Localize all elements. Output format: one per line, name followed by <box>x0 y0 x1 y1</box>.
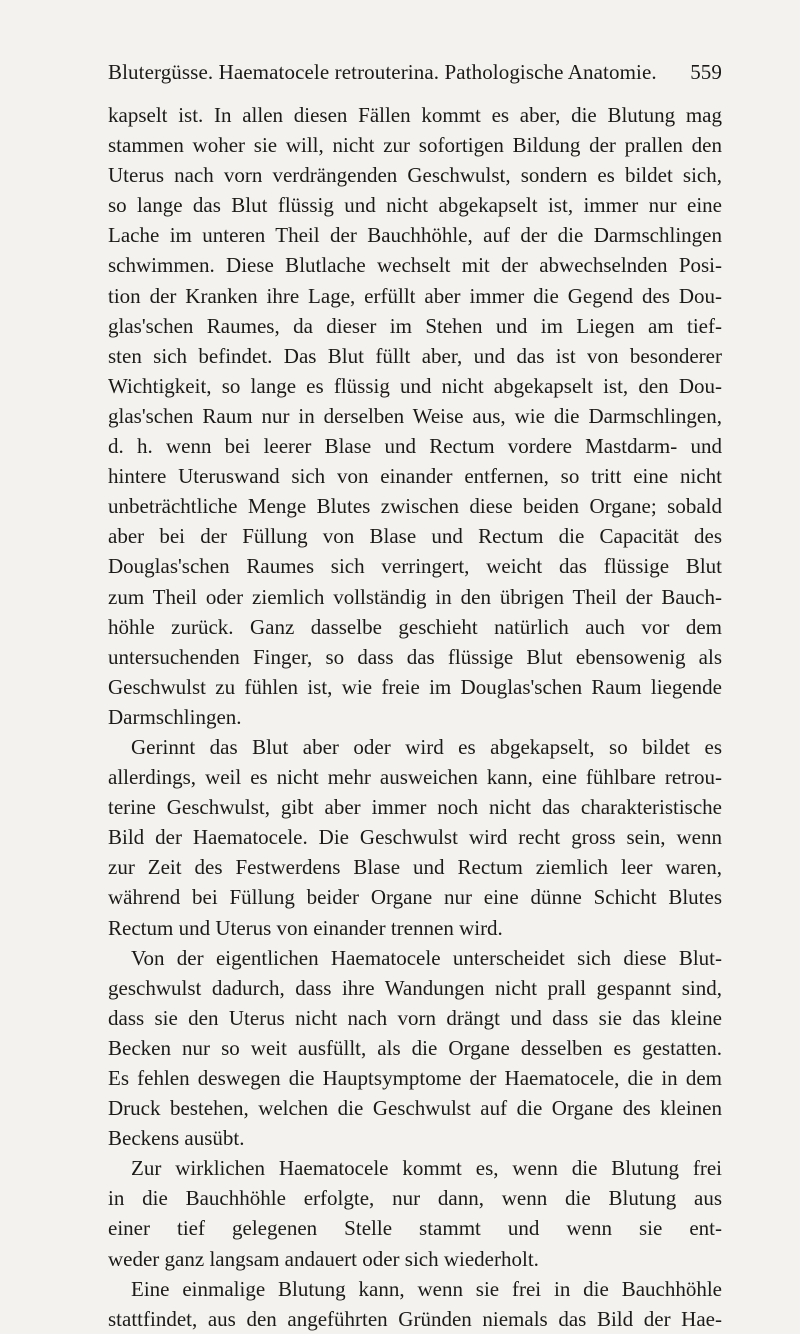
text-line: unbeträchtliche Menge Blutes zwischen diese beiden Organe; sobald <box>108 494 722 519</box>
text-line: zur Zeit des Festwerdens Blase und Rectum ziemlich leer waren, <box>108 855 722 880</box>
text-line: allerdings, weil es nicht mehr ausweichen kann, eine fühlbare retrou- <box>108 765 722 790</box>
text-line: stammen woher sie will, nicht zur sofortigen Bildung der prallen den <box>108 133 722 158</box>
text-line: Druck bestehen, welchen die Geschwulst auf die Organe des kleinen <box>108 1096 722 1121</box>
text-line: Rectum und Uterus von einander trennen wird. <box>108 915 503 940</box>
text-line: sten sich befindet. Das Blut füllt aber, und das ist von besonderer <box>108 343 722 368</box>
page-number: 559 <box>690 60 722 84</box>
text-line: stattfindet, aus den angeführten Gründen niemals das Bild der Hae- <box>108 1306 722 1331</box>
text-line: Eine einmalige Blutung kann, wenn sie frei in die Bauchhöhle <box>131 1276 722 1301</box>
text-line: einer tief gelegenen Stelle stammt und wenn sie ent- <box>108 1216 722 1241</box>
running-head-title: Blutergüsse. Haematocele retrouterina. Pathologische Anatomie. <box>108 60 657 84</box>
text-line: Wichtigkeit, so lange es flüssig und nicht abgekapselt ist, den Dou- <box>108 373 722 398</box>
text-line: dass sie den Uterus nicht nach vorn drängt und dass sie das kleine <box>108 1005 722 1030</box>
text-line: Gerinnt das Blut aber oder wird es abgekapselt, so bildet es <box>131 734 722 759</box>
text-line: untersuchenden Finger, so dass das flüssige Blut ebensowenig als <box>108 644 722 669</box>
running-head <box>108 60 722 85</box>
text-line: glas'schen Raum nur in derselben Weise aus, wie die Darmschlingen, <box>108 403 722 428</box>
text-line: schwimmen. Diese Blutlache wechselt mit der abwechselnden Posi- <box>108 253 722 278</box>
text-line: so lange das Blut flüssig und nicht abgekapselt ist, immer nur eine <box>108 193 722 218</box>
text-line: tion der Kranken ihre Lage, erfüllt aber immer die Gegend des Dou- <box>108 283 722 308</box>
text-line: höhle zurück. Ganz dasselbe geschieht natürlich auch vor dem <box>108 614 722 639</box>
text-line: zum Theil oder ziemlich vollständig in den übrigen Theil der Bauch- <box>108 584 722 609</box>
text-line: Es fehlen deswegen die Hauptsymptome der Haematocele, die in dem <box>108 1066 722 1090</box>
text-line: d. h. wenn bei leerer Blase und Rectum vordere Mastdarm- und <box>108 434 722 459</box>
body-text <box>108 100 722 1334</box>
text-line: terine Geschwulst, gibt aber immer noch nicht das charakteristische <box>108 795 722 820</box>
text-line: aber bei der Füllung von Blase und Rectum die Capacität des <box>108 524 722 549</box>
text-line: Geschwulst zu fühlen ist, wie freie im Douglas'schen Raum liegende <box>108 674 722 699</box>
text-line: Beckens ausübt. <box>108 1126 245 1151</box>
text-line: während bei Füllung beider Organe nur eine dünne Schicht Blutes <box>108 885 722 910</box>
text-line: weder ganz langsam andauert oder sich wiederholt. <box>108 1246 539 1271</box>
text-line: Von der eigentlichen Haematocele unterscheidet sich diese Blut- <box>131 945 722 970</box>
text-line: Darmschlingen. <box>108 704 242 729</box>
text-line: Uterus nach vorn verdrängenden Geschwulst, sondern es bildet sich, <box>108 163 722 188</box>
text-line: Lache im unteren Theil der Bauchhöhle, auf der die Darmschlingen <box>108 223 722 248</box>
text-line: Becken nur so weit ausfüllt, als die Organe desselben es gestatten. <box>108 1035 722 1060</box>
text-line: Zur wirklichen Haematocele kommt es, wenn die Blutung frei <box>131 1156 722 1181</box>
text-line: geschwulst dadurch, dass ihre Wandungen nicht prall gespannt sind, <box>108 975 722 1000</box>
text-line: Douglas'schen Raumes sich verringert, weicht das flüssige Blut <box>108 554 722 579</box>
text-line: in die Bauchhöhle erfolgte, nur dann, wenn die Blutung aus <box>108 1186 722 1211</box>
text-line: Bild der Haematocele. Die Geschwulst wird recht gross sein, wenn <box>108 825 722 850</box>
text-line: kapselt ist. In allen diesen Fällen kommt es aber, die Blutung mag <box>108 103 722 127</box>
text-line: glas'schen Raumes, da dieser im Stehen und im Liegen am tief- <box>108 313 722 338</box>
text-line: hintere Uteruswand sich von einander entfernen, so tritt eine nicht <box>108 464 722 489</box>
